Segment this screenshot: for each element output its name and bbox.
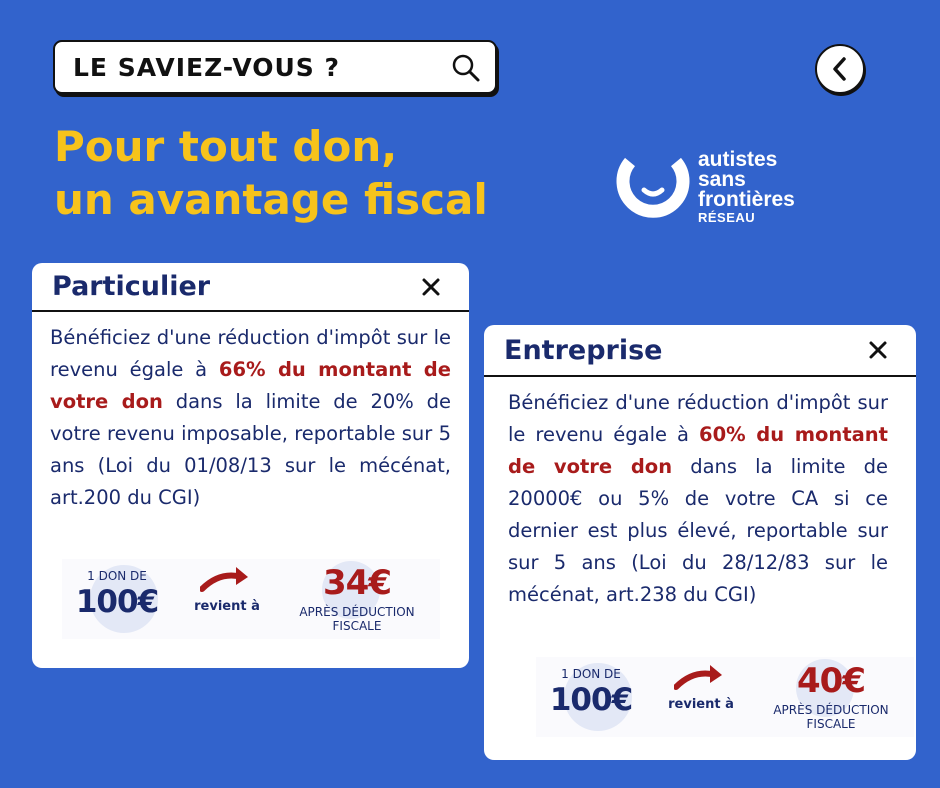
close-icon[interactable] <box>868 340 888 360</box>
result-block <box>756 657 906 737</box>
arrow-label: revient à <box>668 697 734 712</box>
card-header <box>484 325 916 377</box>
result-amount: 34€ <box>323 563 391 603</box>
search-label: LE SAVIEZ-VOUS ? <box>73 52 341 82</box>
card-entreprise <box>484 325 916 760</box>
back-button[interactable] <box>815 44 865 94</box>
curved-arrow-icon <box>200 565 250 595</box>
don-amount: 100€ <box>75 584 159 620</box>
chevron-left-icon <box>829 56 851 82</box>
logo <box>616 150 836 235</box>
curved-arrow-icon <box>674 663 724 693</box>
result-label <box>282 605 432 633</box>
don-amount: 100€ <box>549 682 633 718</box>
headline-line-2: un avantage fiscal <box>54 175 488 224</box>
card-text-part-2: dans la limite de 20000€ ou 5% de votre CA si ce dernier est plus élevé, reportable sur sur 5 ans (Loi du 28/12/83 sur le mécénat, art.238 du CGI) <box>508 455 888 606</box>
card-text <box>484 377 916 611</box>
logo-text-3: frontières <box>698 188 795 211</box>
card-title: Entreprise <box>504 334 663 366</box>
result-amount: 40€ <box>797 661 865 701</box>
close-icon[interactable] <box>421 277 441 297</box>
card-text-highlight: 60% du montant de votre don <box>508 423 888 478</box>
card-particulier <box>32 263 469 668</box>
logo-text-1: autistes <box>698 148 778 171</box>
headline-line-1: Pour tout don, <box>54 122 398 171</box>
card-text-part-1: Bénéficiez d'une réduction d'impôt sur le revenu égale à <box>50 326 451 381</box>
result-label-1: APRÈS DÉDUCTION <box>299 605 415 619</box>
card-header <box>32 263 469 312</box>
card-text-part-1: Bénéficiez d'une réduction d'impôt sur le revenu égale à <box>508 391 888 446</box>
card-title: Particulier <box>52 271 211 302</box>
search-bar[interactable] <box>53 40 497 94</box>
arrow-block <box>656 657 756 737</box>
logo-text-2: sans <box>698 168 746 191</box>
result-label <box>756 703 906 731</box>
result-label-1: APRÈS DÉDUCTION <box>773 703 889 717</box>
don-amount-block <box>62 559 182 639</box>
don-label: 1 DON DE <box>87 569 147 583</box>
card-text-part-2: dans la limite de 20% de votre revenu imposable, reportable sur 5 ans (Loi du 01/08/13 sur le mécénat, art.200 du CGI) <box>50 390 451 509</box>
don-label: 1 DON DE <box>561 667 621 681</box>
don-amount-block <box>536 657 656 737</box>
arrow-block <box>182 559 282 639</box>
search-icon[interactable] <box>451 53 481 83</box>
arrow-label: revient à <box>194 599 260 614</box>
result-label-2: FISCALE <box>332 619 382 633</box>
result-label-2: FISCALE <box>806 717 856 731</box>
page-title <box>54 120 488 226</box>
logo-text-4: RÉSEAU <box>698 210 756 225</box>
logo-smile-icon <box>616 152 690 226</box>
card-text-highlight: 66% du montant de votre don <box>50 358 451 413</box>
result-block <box>282 559 432 639</box>
promo-banner <box>536 657 914 737</box>
promo-banner <box>62 559 440 639</box>
card-text <box>32 312 469 514</box>
